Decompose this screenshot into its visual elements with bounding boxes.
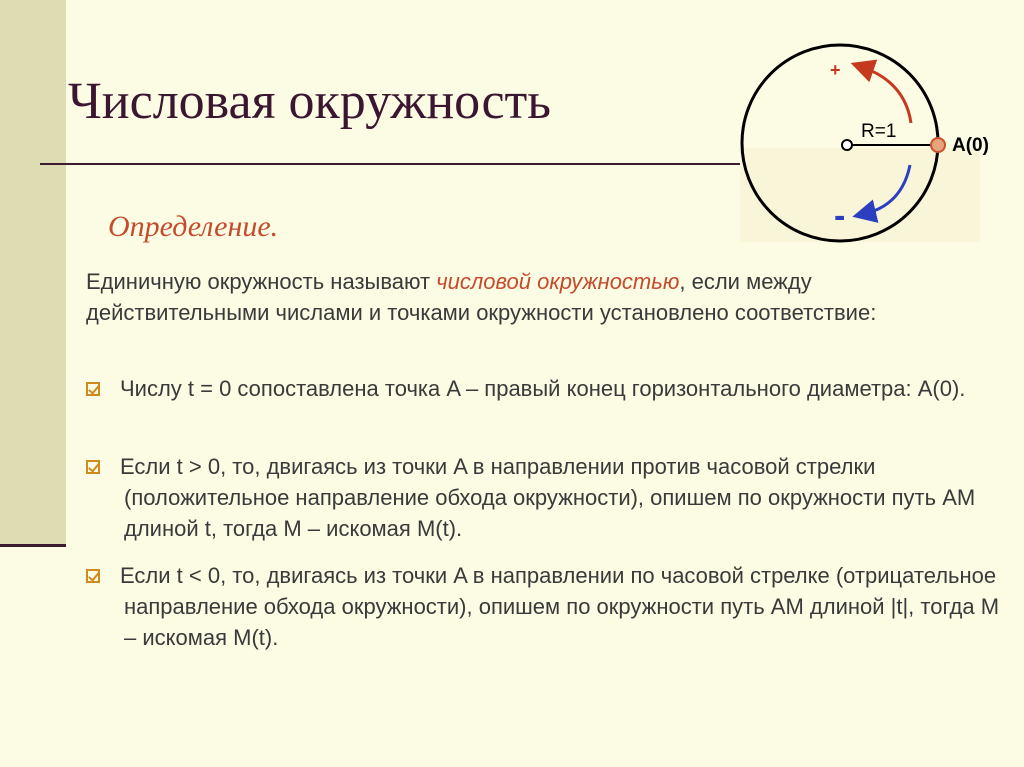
bullet-text: Если t < 0, то, двигаясь из точки A в направлении по часовой стрелке (отрицательное направление обхода окружности), опишем по окружности путь AM длиной |t|, тогда M – искомая M(t). bbox=[120, 563, 1000, 650]
intro-text-end: , если между действительными числами и точками окружности установлено соответствие: bbox=[86, 269, 877, 325]
definition-intro bbox=[86, 266, 966, 328]
bullet-text: Если t > 0, то, двигаясь из точки A в направлении против часовой стрелки (положительное направление обхода окружности), опишем по окружности путь AM длиной t, тогда M – искомая M(t). bbox=[120, 454, 976, 541]
point-a-marker bbox=[931, 138, 945, 152]
highlighted-term: числовой окружностью bbox=[436, 269, 680, 294]
center-point bbox=[842, 140, 852, 150]
plus-sign-label: + bbox=[830, 60, 841, 80]
sidebar-divider bbox=[0, 544, 66, 547]
negative-direction-arrow bbox=[864, 165, 910, 214]
point-a-label: A(0) bbox=[952, 135, 989, 156]
slide-title: Числовая окружность bbox=[68, 73, 551, 130]
bullet-item bbox=[86, 451, 1004, 544]
bullet-item bbox=[86, 373, 1004, 404]
positive-direction-arrow bbox=[862, 67, 911, 123]
intro-text-start: Единичную окружность называют bbox=[86, 269, 437, 294]
checkbox-checked-icon bbox=[86, 569, 100, 583]
checkbox-checked-icon bbox=[86, 382, 100, 396]
bullet-text: Числу t = 0 сопоставлена точка A – правый конец горизонтального диаметра: A(0). bbox=[120, 376, 966, 401]
checkbox-checked-icon bbox=[86, 460, 100, 474]
definition-heading: Определение. bbox=[108, 210, 279, 243]
radius-label: R=1 bbox=[861, 121, 897, 142]
bullet-item bbox=[86, 560, 1004, 653]
minus-sign-label: - bbox=[834, 197, 846, 235]
